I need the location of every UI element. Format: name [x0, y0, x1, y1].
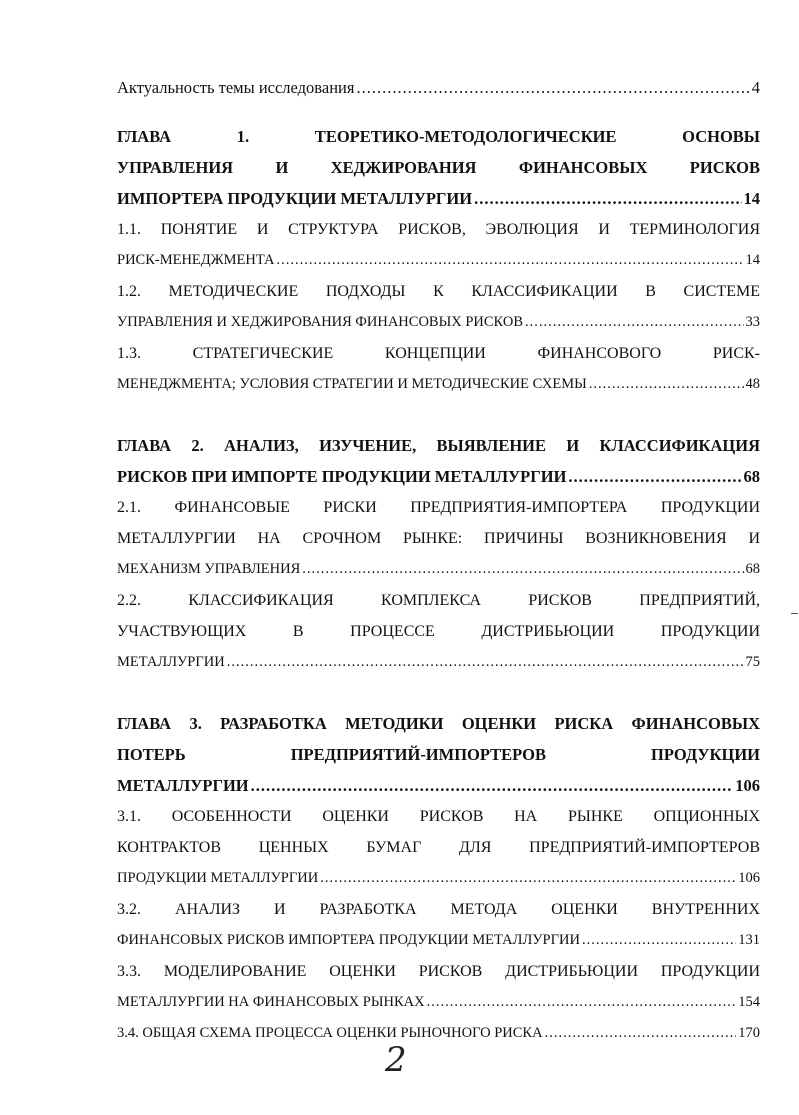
dot-leader	[227, 647, 744, 678]
dot-leader	[474, 183, 741, 214]
chapter-heading-line: ГЛАВА 3. РАЗРАБОТКА МЕТОДИКИ ОЦЕНКИ РИСКА ФИНАНСОВЫХ	[117, 714, 760, 733]
handwritten-page-number: 2	[385, 1040, 407, 1080]
toc-page-number: 14	[745, 252, 760, 268]
toc-page-number: 68	[743, 467, 760, 486]
dot-leader	[320, 863, 736, 894]
toc-section-3-4[interactable]	[117, 1018, 760, 1049]
chapter-heading-line: ГЛАВА 2. АНАЛИЗ, ИЗУЧЕНИЕ, ВЫЯВЛЕНИЕ И КЛАССИФИКАЦИЯ	[117, 436, 760, 455]
section-heading-line: ПРОДУКЦИИ МЕТАЛЛУРГИИ	[117, 870, 319, 886]
toc-chapter-2[interactable]	[117, 430, 760, 492]
toc-chapter-1[interactable]	[117, 121, 760, 214]
section-heading-line: МЕТАЛЛУРГИИ НА СРОЧНОМ РЫНКЕ: ПРИЧИНЫ ВОЗНИКНОВЕНИЯ И	[117, 530, 760, 547]
toc-section-3-3[interactable]	[117, 956, 760, 1018]
dot-leader	[251, 770, 734, 801]
chapter-heading-line: РИСКОВ ПРИ ИМПОРТЕ ПРОДУКЦИИ МЕТАЛЛУРГИИ	[117, 467, 567, 486]
toc-section-1-1[interactable]	[117, 214, 760, 276]
toc-section-3-2[interactable]	[117, 894, 760, 956]
section-heading-line: 3.1. ОСОБЕННОСТИ ОЦЕНКИ РИСКОВ НА РЫНКЕ ОПЦИОННЫХ	[117, 808, 760, 825]
section-heading-line: МЕТАЛЛУРГИИ	[117, 654, 225, 670]
toc-page-number: 48	[745, 376, 760, 392]
dot-leader	[277, 245, 744, 276]
dot-leader	[545, 1018, 737, 1049]
toc-section-3-1[interactable]	[117, 801, 760, 894]
toc-page-number: 4	[751, 78, 760, 97]
toc-section-2-1[interactable]	[117, 492, 760, 585]
section-heading-line: 2.2. КЛАССИФИКАЦИЯ КОМПЛЕКСА РИСКОВ ПРЕДПРИЯТИЙ,	[117, 592, 760, 609]
section-heading-line: 2.1. ФИНАНСОВЫЕ РИСКИ ПРЕДПРИЯТИЯ-ИМПОРТЕРА ПРОДУКЦИИ	[117, 499, 760, 516]
chapter-heading-line: МЕТАЛЛУРГИИ	[117, 776, 249, 795]
margin-mark	[791, 613, 798, 614]
section-heading-line: 1.3. СТРАТЕГИЧЕСКИЕ КОНЦЕПЦИИ ФИНАНСОВОГО РИСК-	[117, 345, 760, 362]
section-heading-line: 3.2. АНАЛИЗ И РАЗРАБОТКА МЕТОДА ОЦЕНКИ ВНУТРЕННИХ	[117, 901, 760, 918]
section-heading-line: 3.4. ОБЩАЯ СХЕМА ПРОЦЕССА ОЦЕНКИ РЫНОЧНОГО РИСКА	[117, 1025, 543, 1041]
dot-leader	[568, 461, 741, 492]
section-heading-line: МЕНЕДЖМЕНТА; УСЛОВИЯ СТРАТЕГИИ И МЕТОДИЧЕСКИЕ СХЕМЫ	[117, 376, 587, 392]
toc-page-number: 131	[738, 932, 760, 948]
section-heading-line: МЕХАНИЗМ УПРАВЛЕНИЯ	[117, 561, 301, 577]
toc-entry-title: Актуальность темы исследования	[117, 78, 355, 97]
section-heading-line: УЧАСТВУЮЩИХ В ПРОЦЕССЕ ДИСТРИБЬЮЦИИ ПРОДУКЦИИ	[117, 623, 760, 640]
toc-page-number: 154	[738, 994, 760, 1010]
dot-leader	[589, 369, 744, 400]
toc-page-number: 75	[745, 654, 760, 670]
toc-chapter-3[interactable]	[117, 708, 760, 801]
section-heading-line: УПРАВЛЕНИЯ И ХЕДЖИРОВАНИЯ ФИНАНСОВЫХ РИСКОВ	[117, 314, 523, 330]
section-heading-line: ФИНАНСОВЫХ РИСКОВ ИМПОРТЕРА ПРОДУКЦИИ МЕТАЛЛУРГИИ	[117, 932, 580, 948]
toc-page-number: 14	[743, 189, 760, 208]
toc-entry-intro[interactable]	[117, 72, 760, 103]
toc-page-number: 33	[745, 314, 760, 330]
dot-leader	[525, 307, 744, 338]
toc-section-1-3[interactable]	[117, 338, 760, 400]
toc-section-1-2[interactable]	[117, 276, 760, 338]
toc-section-2-2[interactable]	[117, 585, 760, 678]
section-heading-line: 3.3. МОДЕЛИРОВАНИЕ ОЦЕНКИ РИСКОВ ДИСТРИБЬЮЦИИ ПРОДУКЦИИ	[117, 963, 760, 980]
dot-leader	[302, 554, 743, 585]
chapter-heading-line: УПРАВЛЕНИЯ И ХЕДЖИРОВАНИЯ ФИНАНСОВЫХ РИСКОВ	[117, 158, 760, 177]
toc-page-number: 68	[745, 561, 760, 577]
chapter-heading-line: ПОТЕРЬ ПРЕДПРИЯТИЙ-ИМПОРТЕРОВ ПРОДУКЦИИ	[117, 745, 760, 764]
toc-page-number: 106	[735, 776, 760, 795]
section-heading-line: РИСК-МЕНЕДЖМЕНТА	[117, 252, 275, 268]
toc-page-number: 106	[738, 870, 760, 886]
dot-leader	[356, 72, 749, 103]
section-heading-line: КОНТРАКТОВ ЦЕННЫХ БУМАГ ДЛЯ ПРЕДПРИЯТИЙ-ИМПОРТЕРОВ	[117, 839, 760, 856]
section-heading-line: МЕТАЛЛУРГИИ НА ФИНАНСОВЫХ РЫНКАХ	[117, 994, 425, 1010]
section-heading-line: 1.1. ПОНЯТИЕ И СТРУКТУРА РИСКОВ, ЭВОЛЮЦИЯ И ТЕРМИНОЛОГИЯ	[117, 221, 760, 238]
chapter-heading-line: ГЛАВА 1. ТЕОРЕТИКО-МЕТОДОЛОГИЧЕСКИЕ ОСНОВЫ	[117, 127, 760, 146]
chapter-heading-line: ИМПОРТЕРА ПРОДУКЦИИ МЕТАЛЛУРГИИ	[117, 189, 473, 208]
table-of-contents	[117, 72, 760, 1049]
toc-page-number: 170	[738, 1025, 760, 1041]
dot-leader	[427, 987, 737, 1018]
section-heading-line: 1.2. МЕТОДИЧЕСКИЕ ПОДХОДЫ К КЛАССИФИКАЦИИ В СИСТЕМЕ	[117, 283, 760, 300]
dot-leader	[582, 925, 736, 956]
